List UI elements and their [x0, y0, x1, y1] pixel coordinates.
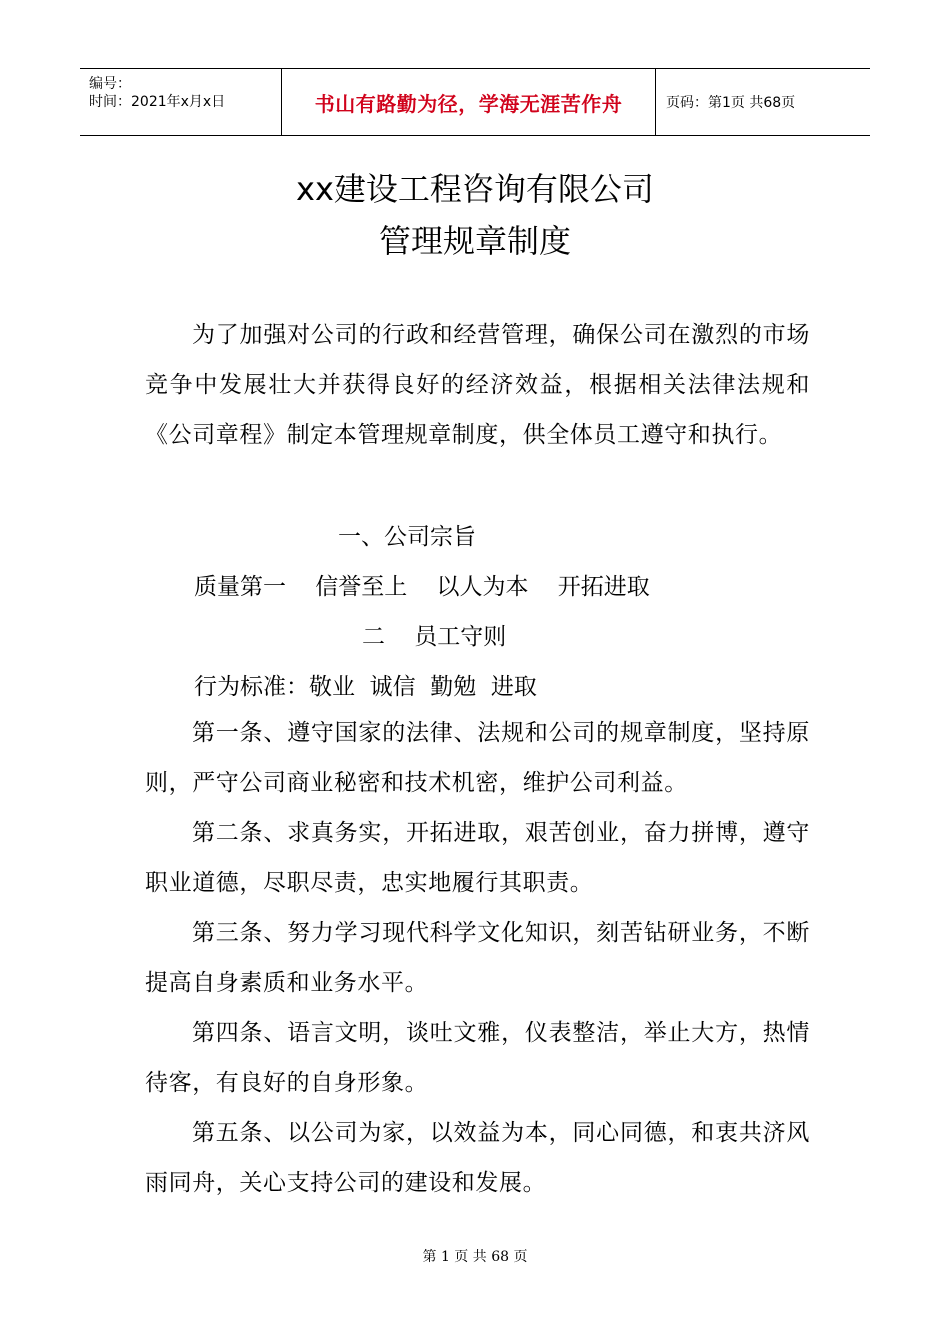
header-motto: 书山有路勤为径，学海无涯苦作舟	[314, 91, 623, 116]
company-motto-line: 质量第一 信誉至上 以人为本 开拓进取	[194, 574, 650, 600]
time-label: 时间：2021年x月x日	[89, 94, 226, 110]
article-4: 第四条、语言文明，谈吐文雅，仪表整洁，举止大方，热情待客，有良好的自身形象。	[145, 1020, 810, 1096]
article-5: 第五条、以公司为家，以效益为本，同心同德，和衷共济风雨同舟，关心支持公司的建设和发展。	[145, 1120, 810, 1196]
document-title: 管理规章制度	[378, 222, 571, 260]
company-title: xx建设工程咨询有限公司	[296, 170, 654, 208]
header-table	[80, 68, 870, 136]
article-1: 第一条、遵守国家的法律、法规和公司的规章制度，坚持原则，严守公司商业秘密和技术机密，维护公司利益。	[145, 720, 810, 796]
header-info-cell	[80, 69, 282, 135]
section1-heading: 一、公司宗旨	[338, 524, 476, 550]
intro-paragraph: 为了加强对公司的行政和经营管理，确保公司在激烈的市场竞争中发展壮大并获得良好的经济效益，根据相关法律法规和《公司章程》制定本管理规章制度，供全体员工遵守和执行。	[145, 322, 810, 448]
page-footer: 第 1 页 共 68 页	[422, 1249, 528, 1265]
header-motto-cell	[282, 69, 656, 135]
number-label: 编号：	[89, 76, 131, 92]
article-2: 第二条、求真务实，开拓进取，艰苦创业，奋力拼博，遵守职业道德，尽职尽责，忠实地履行其职责。	[145, 820, 810, 896]
article-3: 第三条、努力学习现代科学文化知识，刻苦钻研业务，不断提高自身素质和业务水平。	[145, 920, 810, 996]
behavior-standard: 行为标准：敬业 诚信 勤勉 进取	[194, 674, 537, 700]
page-code: 页码：第1页 共68页	[666, 95, 796, 111]
section2-heading: 二 员工守则	[362, 624, 507, 650]
articles-block	[145, 708, 810, 1208]
header-page-cell	[656, 69, 870, 135]
intro-block	[145, 310, 810, 460]
